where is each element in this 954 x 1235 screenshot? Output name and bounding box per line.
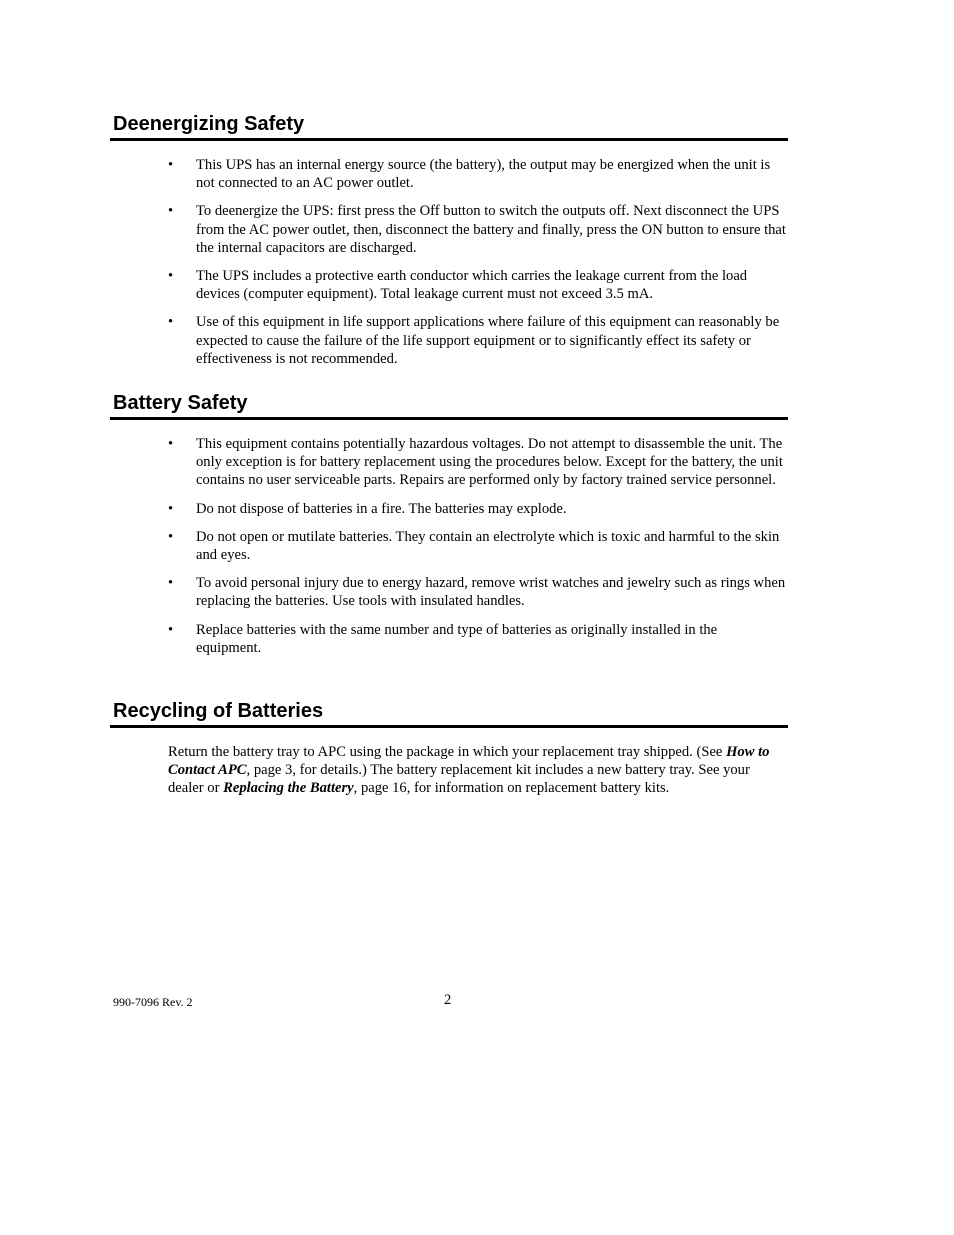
section-battery-safety [110,391,788,657]
cross-reference-how-to-contact-apc[interactable]: How to Contact APC [168,744,770,779]
list-item-text: Do not open or mutilate batteries. They contain an electrolyte which is toxic and harmful to the skin and eyes. [196,528,780,564]
bullet-list [110,156,788,368]
list-item-text: Replace batteries with the same number and type of batteries as originally installed in the equipment. [196,621,718,656]
bullet-icon: • [168,500,174,517]
bullet-list [110,435,788,657]
list-item [110,202,788,257]
bullet-icon: • [168,203,174,220]
document-id: 990-7096 Rev. 2 [113,995,193,1009]
list-item-text: To deenergize the UPS: first press the Off button to switch the outputs off. Next disconnect the UPS from the AC power outlet, then, disconnect the battery and finally, press the ON button to ensure that the internal capacitors are discharged. [196,203,786,256]
bullet-icon: • [168,621,174,638]
paragraph-text: , page 3, for details.) The battery replacement kit includes a new battery tray. See your dealer or [168,762,750,797]
list-item-text: This UPS has an internal energy source (the battery), the output may be energized when the unit is not connected to an AC power outlet. [196,157,771,192]
bullet-icon: • [168,268,174,285]
list-item-text: The UPS includes a protective earth conductor which carries the leakage current from the load devices (computer equipment). Total leakage current must not exceed 3.5 mA. [196,268,748,303]
list-item [110,435,788,490]
list-item [110,313,788,368]
bullet-icon: • [168,436,174,452]
paragraph-text: , page 16, for information on replacement battery kits. [353,780,670,797]
list-item [110,156,788,192]
bullet-icon: • [168,528,174,545]
section-recycling-of-batteries [110,699,788,798]
list-item-text: This equipment contains potentially hazardous voltages. Do not attempt to disassemble the unit. The only exception is for battery replacement using the procedures below. Except for the battery, the unit contains no user serviceable parts. Repairs are performed only by factory trained service personnel. [196,436,783,489]
list-item-text: Do not dispose of batteries in a fire. The batteries may explode. [196,500,567,517]
recycling-paragraph [110,743,788,798]
list-item [110,574,788,610]
page-number: 2 [444,992,452,1008]
section-deenergizing-safety [110,112,788,368]
list-item [110,621,788,657]
section-heading: Battery Safety [113,392,248,414]
heading-rule [110,138,788,141]
section-heading: Recycling of Batteries [113,700,324,722]
list-item [110,500,788,518]
bullet-icon: • [168,314,174,331]
paragraph-text: Return the battery tray to APC using the package in which your replacement tray shipped. (See [168,744,727,760]
list-item-text: To avoid personal injury due to energy hazard, remove wrist watches and jewelry such as rings when replacing the batteries. Use tools with insulated handles. [196,575,786,610]
section-heading: Deenergizing Safety [113,113,305,135]
list-item [110,267,788,303]
heading-rule [110,725,788,728]
bullet-icon: • [168,157,174,173]
heading-rule [110,417,788,420]
list-item-text: Use of this equipment in life support applications where failure of this equipment can reasonably be expected to cause the failure of the life support equipment or to significantly effect its safety or effectiveness is not recommended. [196,314,780,367]
cross-reference-replacing-the-battery[interactable]: Replacing the Battery [223,780,354,797]
bullet-icon: • [168,575,174,592]
list-item [110,528,788,564]
